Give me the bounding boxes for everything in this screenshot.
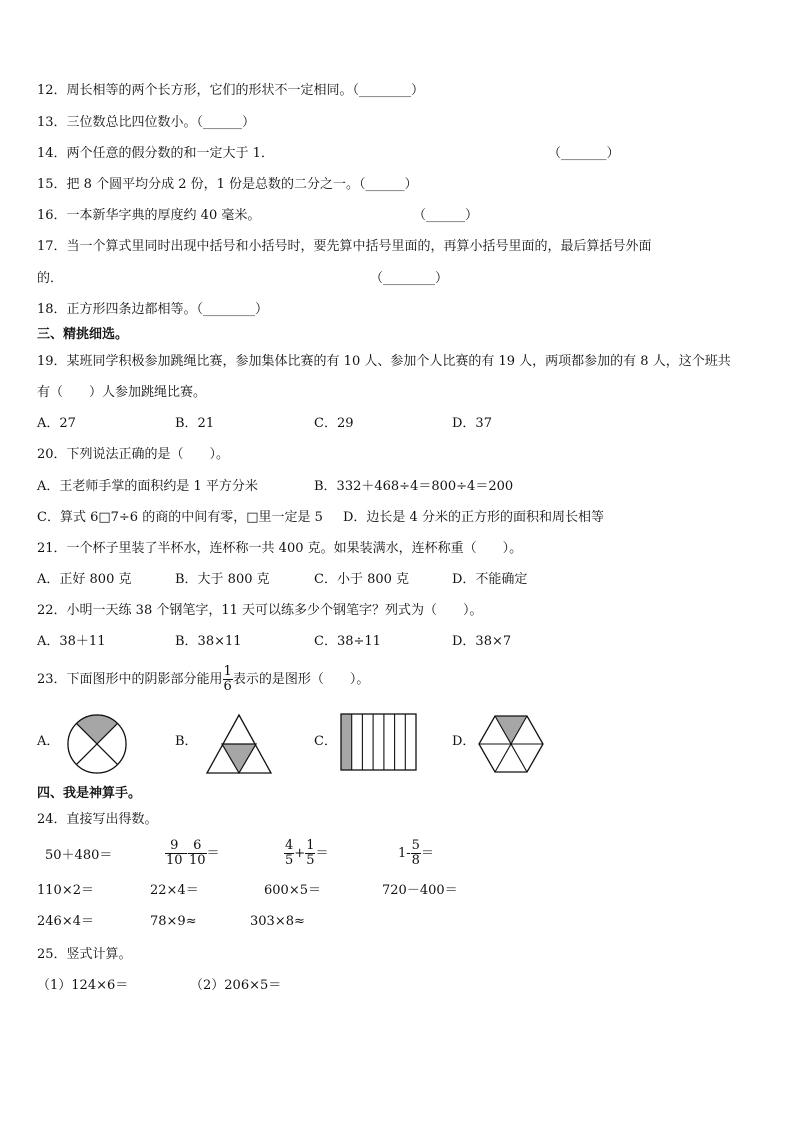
option-a-label[interactable]: A． (37, 734, 60, 749)
triangle-figure[interactable] (205, 713, 273, 775)
option-b[interactable]: B．332＋468÷4＝800÷4＝200 (314, 479, 514, 494)
denominator: 5 (306, 853, 315, 868)
question-17-cont (37, 270, 63, 288)
numerator: 1 (306, 838, 315, 853)
operator: - (183, 846, 188, 861)
question-16 (37, 207, 260, 225)
calc-item: 303×8≈ (250, 914, 305, 929)
question-25: 25．竖式计算。 (37, 947, 132, 962)
calc-item: 78×9≈ (150, 914, 197, 929)
circle-quarters-figure[interactable] (65, 712, 129, 776)
question-text: 16．一本新华字典的厚度约 40 毫米。 (37, 208, 261, 223)
fraction (223, 665, 233, 694)
option-d[interactable]: D．38×7 (452, 634, 512, 649)
hexagon-figure[interactable] (476, 713, 546, 775)
fraction (305, 839, 315, 868)
option-a[interactable]: A．27 (37, 416, 76, 431)
calc-item: 50＋480＝ (45, 848, 113, 863)
numerator: 6 (193, 838, 202, 853)
answer-blank[interactable]: （________） (196, 302, 269, 317)
calc-item: （1）124×6＝ (37, 978, 129, 993)
option-d[interactable]: D．不能确定 (452, 572, 528, 587)
fraction (284, 839, 294, 868)
option-b-label[interactable]: B． (175, 734, 198, 749)
option-d-label[interactable]: D． (452, 734, 476, 749)
shaded-triangle (222, 744, 256, 773)
numerator: 9 (170, 838, 179, 853)
numerator: 1 (223, 664, 232, 679)
calc-item: 720－400＝ (382, 883, 458, 898)
answer-blank[interactable]: （______） (196, 115, 256, 130)
question-19: 19．某班同学积极参加跳绳比赛，参加集体比赛的有 10 人、参加个人比赛的有 19 人，两项都参加的有 8 人，这个班共 (37, 354, 731, 369)
answer-blank[interactable]: （________） (352, 83, 425, 98)
answer-blank[interactable]: （______） (413, 208, 479, 223)
question-text: 表示的是图形（ ）。 (232, 672, 370, 687)
option-b[interactable]: B．21 (175, 416, 215, 431)
option-c[interactable]: C．38÷11 (314, 634, 381, 649)
rectangle-strips-figure[interactable] (340, 713, 418, 771)
question-14 (37, 145, 274, 163)
numerator: 5 (411, 838, 420, 853)
option-c[interactable]: C．算式 6□7÷6 的商的中间有零，□里一定是 5 (37, 510, 323, 525)
fraction (188, 839, 207, 868)
calc-item (165, 834, 220, 874)
question-12 (37, 82, 424, 100)
shaded-triangle (495, 716, 527, 744)
question-text: 13．三位数总比四位数小。 (37, 115, 197, 130)
question-24: 24．直接写出得数。 (37, 812, 158, 827)
fraction (165, 839, 184, 868)
question-text: 14．两个任意的假分数的和一定大于 1． (37, 146, 274, 161)
equals-sign: ＝ (206, 846, 220, 861)
denominator: 5 (285, 853, 294, 868)
question-20: 20．下列说法正确的是（ ）。 (37, 447, 230, 462)
question-text: 15．把 8 个圆平均分成 2 份，1 份是总数的二分之一。 (37, 177, 360, 192)
question-text: 17．当一个算式里同时出现中括号和小括号时，要先算中括号里面的，再算小括号里面的，最后算括号外面 (37, 239, 652, 254)
denominator: 10 (188, 853, 206, 868)
calc-item: 110×2＝ (37, 883, 94, 898)
denominator: 8 (411, 853, 420, 868)
whole-number: 1- (398, 846, 411, 861)
calc-item (284, 834, 328, 874)
option-a[interactable]: A．王老师手掌的面积约是 1 平方分米 (37, 479, 258, 494)
question-text: 12．周长相等的两个长方形，它们的形状不一定相同。 (37, 83, 353, 98)
question-15 (37, 176, 418, 194)
option-d[interactable]: D．边长是 4 分米的正方形的面积和周长相等 (343, 510, 604, 525)
answer-blank[interactable]: （________） (370, 271, 449, 286)
calc-item: （2）206×5＝ (190, 978, 282, 993)
question-text: 18．正方形四条边都相等。 (37, 302, 197, 317)
answer-blank[interactable]: （_______） (548, 146, 620, 161)
question-18 (37, 301, 268, 319)
numerator: 4 (285, 838, 294, 853)
question-23 (37, 662, 369, 698)
option-a[interactable]: A．正好 800 克 (37, 572, 132, 587)
question-13 (37, 114, 255, 132)
calc-item: 22×4＝ (150, 883, 199, 898)
calc-item: 600×5＝ (264, 883, 321, 898)
calc-item: 246×4＝ (37, 914, 94, 929)
option-c[interactable]: C．29 (314, 416, 354, 431)
section-heading: 三、精挑细选。 (37, 327, 129, 342)
denominator: 10 (166, 853, 183, 868)
option-a[interactable]: A．38＋11 (37, 634, 106, 649)
question-21: 21．一个杯子里装了半杯水，连杯称一共 400 克。如果装满水，连杯称重（ ）。 (37, 541, 523, 556)
equals-sign: ＝ (420, 846, 434, 861)
question-17 (37, 238, 652, 256)
equals-sign: ＝ (315, 846, 329, 861)
fraction (411, 839, 421, 868)
operator: + (294, 846, 306, 861)
section-heading: 四、我是神算手。 (37, 786, 142, 801)
option-c-label[interactable]: C． (314, 734, 337, 749)
question-22: 22．小明一天练 38 个钢笔字，11 天可以练多少个钢笔字？列式为（ ）。 (37, 603, 483, 618)
question-text: 23．下面图形中的阴影部分能用 (37, 672, 223, 687)
shaded-strip (341, 714, 352, 770)
question-19-cont: 有（ ）人参加跳绳比赛。 (37, 385, 207, 400)
denominator: 6 (223, 679, 232, 694)
question-text: 的． (37, 271, 64, 286)
option-d[interactable]: D．37 (452, 416, 492, 431)
option-c[interactable]: C．小于 800 克 (314, 572, 410, 587)
option-b[interactable]: B．38×11 (175, 634, 242, 649)
calc-item (398, 834, 434, 874)
option-b[interactable]: B．大于 800 克 (175, 572, 270, 587)
answer-blank[interactable]: （______） (359, 177, 418, 192)
